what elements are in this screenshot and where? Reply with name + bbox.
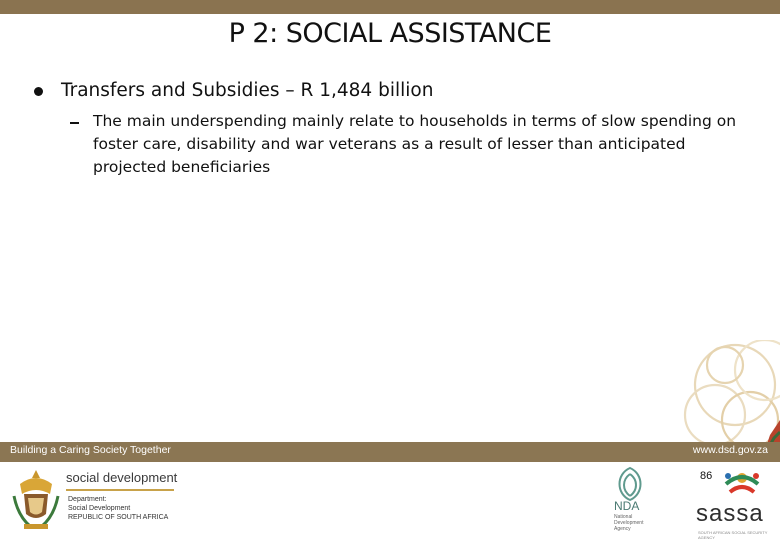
bullet-text: Transfers and Subsidies – R 1,484 billion <box>61 80 434 101</box>
country-name: REPUBLIC OF SOUTH AFRICA <box>68 514 169 521</box>
department-label: Department: <box>68 496 107 503</box>
nda-name: NDA <box>614 499 640 513</box>
sassa-logo-icon <box>720 466 764 500</box>
department-rule <box>66 489 174 491</box>
tagline: Building a Caring Society Together <box>10 444 171 456</box>
sub-bullet-item <box>70 110 750 179</box>
dash-icon <box>70 122 79 124</box>
coat-of-arms-icon <box>10 466 62 532</box>
bullet-item <box>34 78 754 104</box>
slide-title: P 2: SOCIAL ASSISTANCE <box>228 18 552 49</box>
nda-subtitle: National Development Agency <box>614 514 644 532</box>
page-number: 86 <box>700 470 713 482</box>
sassa-name: sassa <box>696 500 764 527</box>
sub-bullet-text: The main underspending mainly relate to households in terms of slow spending on foster care, disability and war veterans as a result of lesser than anticipated projected beneficiaries <box>93 112 737 176</box>
department-brand: social development <box>66 470 178 485</box>
bullet-dot-icon <box>34 87 43 96</box>
website-link[interactable]: www.dsd.gov.za <box>692 444 768 456</box>
department-name: Social Development <box>68 505 131 512</box>
sassa-subtitle: SOUTH AFRICAN SOCIAL SECURITY AGENCY <box>698 530 768 540</box>
nda-logo-icon <box>608 466 652 502</box>
